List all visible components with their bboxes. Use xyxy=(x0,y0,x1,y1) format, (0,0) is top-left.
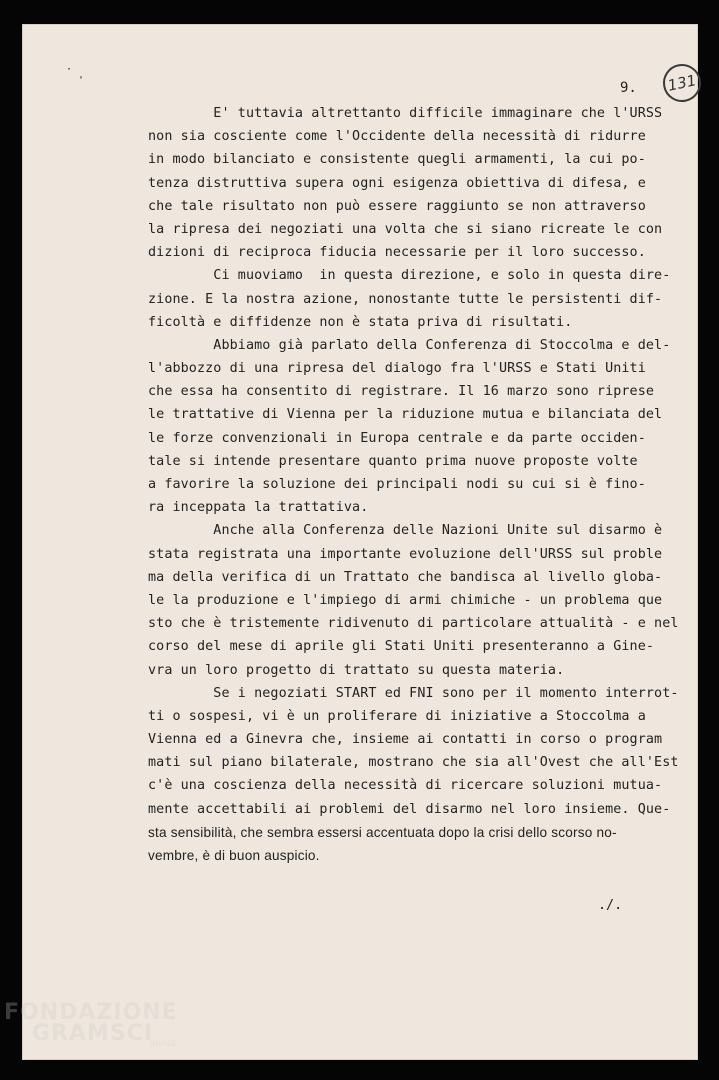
paragraph xyxy=(148,682,680,868)
text-line: Se i negoziati START ed FNI sono per il momento interrot- xyxy=(148,685,679,701)
paper-marks: · ' xyxy=(66,64,85,86)
text-line: tale si intende presentare quanto prima nuove proposte volte xyxy=(148,453,638,469)
text-line: ma della verifica di un Trattato che bandisca al livello globa- xyxy=(148,569,663,585)
text-line: vembre, è di buon auspicio. xyxy=(148,848,320,863)
paragraph xyxy=(148,519,680,681)
text-line: c'è una coscienza della necessità di ricercare soluzioni mutua- xyxy=(148,778,663,794)
text-line: corso del mese di aprile gli Stati Uniti presenteranno a Gine- xyxy=(148,639,655,655)
paragraph xyxy=(148,334,680,520)
text-line: sta sensibilità, che sembra essersi accentuata dopo la crisi dello scorso no- xyxy=(148,824,617,840)
text-line: Anche alla Conferenza delle Nazioni Unite sul disarmo è xyxy=(148,523,663,539)
body-text xyxy=(148,102,680,867)
paragraph xyxy=(148,102,680,264)
text-line: ficoltà e diffidenze non è stata priva di risultati. xyxy=(148,314,573,330)
archive-stamp: 131 xyxy=(659,60,704,105)
text-line: mati sul piano bilaterale, mostrano che sia all'Ovest che all'Est xyxy=(148,755,679,771)
text-line: le forze convenzionali in Europa centrale e da parte occiden- xyxy=(148,430,646,446)
text-line: che essa ha consentito di registrare. Il 16 marzo sono riprese xyxy=(148,384,655,400)
text-line: che tale risultato non può essere raggiunto se non attraverso xyxy=(148,198,646,214)
text-line: Vienna ed a Ginevra che, insieme ai contatti in corso o program xyxy=(148,732,663,748)
watermark-line: onlus xyxy=(149,1038,176,1049)
text-line: mente accettabili ai problemi del disarmo nel loro insieme. Que- xyxy=(148,801,671,817)
text-line: ra inceppata la trattativa. xyxy=(148,500,369,516)
continuation-mark: ./. xyxy=(598,898,623,913)
archive-watermark xyxy=(4,1000,178,1049)
watermark-line: GRAMSCI xyxy=(32,1021,154,1046)
text-line: E' tuttavia altrettanto difficile immaginare che l'URSS xyxy=(148,106,663,121)
watermark-line: FONDAZIONE xyxy=(4,1000,178,1025)
text-line: le trattative di Vienna per la riduzione mutua e bilanciata del xyxy=(148,407,663,423)
text-line: tenza distruttiva supera ogni esigenza obiettiva di difesa, e xyxy=(148,175,646,191)
text-line: sto che è tristemente ridivenuto di particolare attualità - e nel xyxy=(148,616,679,632)
text-line: l'abbozzo di una ripresa del dialogo fra l'URSS e Stati Uniti xyxy=(148,361,646,377)
text-line: stata registrata una importante evoluzione dell'URSS sul proble xyxy=(148,546,663,562)
text-line: le la produzione e l'impiego di armi chimiche - un problema que xyxy=(148,592,663,608)
text-line: ti o sospesi, vi è un proliferare di iniziative a Stoccolma a xyxy=(148,708,646,724)
text-line: non sia cosciente come l'Occidente della necessità di ridurre xyxy=(148,129,646,145)
text-line: vra un loro progetto di trattato su questa materia. xyxy=(148,662,565,678)
text-line: in modo bilanciato e consistente quegli armamenti, la cui po- xyxy=(148,152,646,168)
text-line: Abbiamo già parlato della Conferenza di Stoccolma e del- xyxy=(148,337,671,353)
text-line: la ripresa dei negoziati una volta che si siano ricreate le con xyxy=(148,221,663,237)
text-line: dizioni di reciproca fiducia necessarie per il loro successo. xyxy=(148,245,646,261)
text-line: Ci muoviamo in questa direzione, e solo in questa dire- xyxy=(148,268,671,284)
paragraph xyxy=(148,264,680,334)
page-number: 9. xyxy=(620,80,637,96)
text-line: a favorire la soluzione dei principali nodi su cui si è fino- xyxy=(148,477,646,492)
text-line: zione. E la nostra azione, nonostante tutte le persistenti dif- xyxy=(148,291,663,307)
